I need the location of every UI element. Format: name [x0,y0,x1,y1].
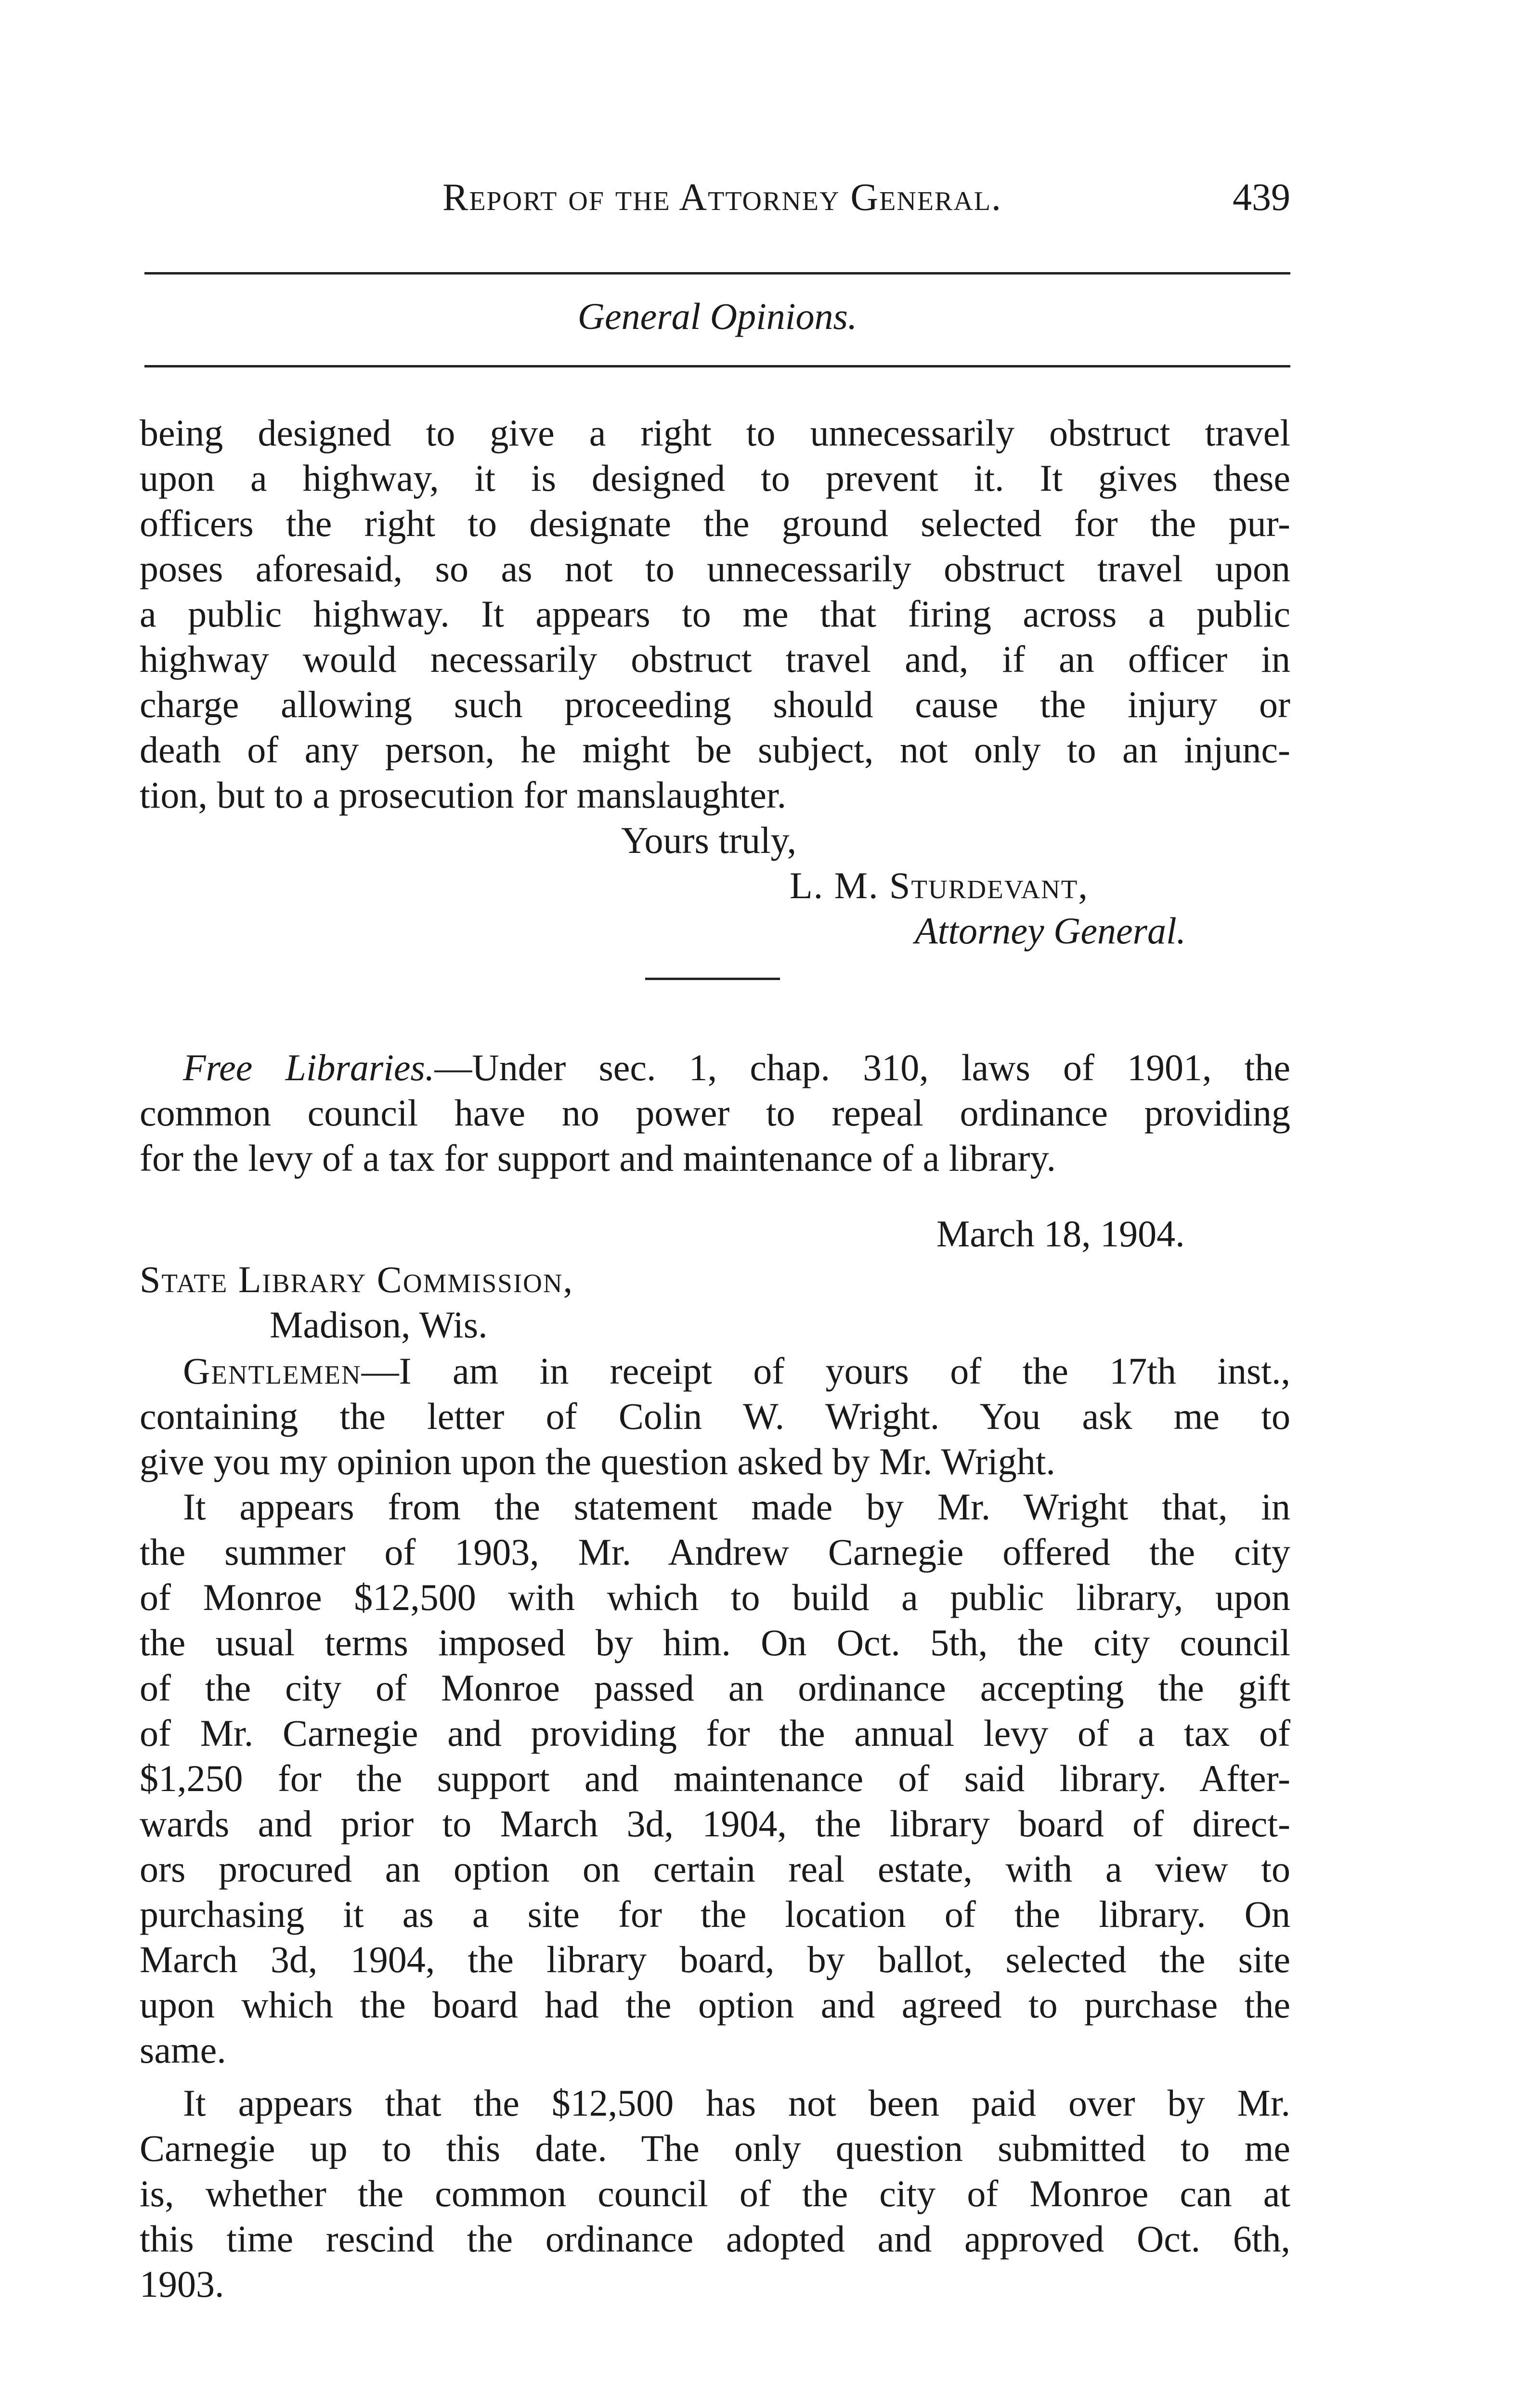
text-line: ors procured an option on certain real estate, with a view to [140,1848,1290,1890]
text-line: It appears that the $12,500 has not been paid over by Mr. [183,2082,1290,2124]
headnote-line: common council have no power to repeal ordinance providing [140,1092,1290,1134]
closing-salutation: Yours truly, [621,819,797,861]
letter-paragraph-3 [140,2081,1290,2307]
running-header [144,176,1290,234]
letter-paragraph-1 [140,1348,1290,1484]
text-line: charge allowing such proceeding should cause the injury or [140,683,1290,725]
running-title: Report of the Attorney General. [442,176,1002,219]
headnote-text: —Under sec. 1, chap. 310, laws of 1901, the [434,1047,1290,1088]
addressee-line: State Library Commission, [140,1258,574,1300]
text-line: same. [140,2029,226,2071]
opinion-separator [645,978,780,980]
text-line: a public highway. It appears to me that firing across a public [140,593,1290,635]
text-line: poses aforesaid, so as not to unnecessarily obstruct travel upon [140,548,1290,589]
text-line: give you my opinion upon the question asked by Mr. Wright. [140,1440,1055,1482]
text-line: upon which the board had the option and agreed to purchase the [140,1984,1290,2026]
text-line: this time rescind the ordinance adopted and approved Oct. 6th, [140,2218,1290,2260]
text-line: officers the right to designate the ground selected for the pur- [140,502,1290,544]
text-line [140,1348,1290,1394]
text-line: tion, but to a prosecution for manslaughter. [140,774,787,816]
text-line: the usual terms imposed by him. On Oct. 5th, the city council [140,1622,1290,1663]
text-line: death of any person, he might be subject, not only to an injunc- [140,729,1290,771]
headnote-line [140,1045,1290,1090]
text-line: is, whether the common council of the city of Monroe can at [140,2172,1290,2214]
header-rule-top [144,272,1290,275]
letter-date: March 18, 1904. [936,1213,1185,1255]
continued-opinion-paragraph [140,410,1290,818]
text-line: March 3d, 1904, the library board, by ballot, selected the site [140,1938,1290,1980]
salutation: Gentlemen [183,1350,362,1392]
text-line: being designed to give a right to unnecessarily obstruct travel [140,412,1290,454]
headnote-line: for the levy of a tax for support and maintenance of a library. [140,1137,1056,1179]
text-segment: —I am in receipt of yours of the 17th inst., [361,1350,1290,1392]
text-line: the summer of 1903, Mr. Andrew Carnegie offered the city [140,1531,1290,1573]
header-rule-bottom [144,365,1290,367]
signature-title: Attorney General. [915,910,1186,952]
text-line: Carnegie up to this date. The only question submitted to me [140,2127,1290,2169]
text-line: $1,250 for the support and maintenance of said library. After- [140,1757,1290,1799]
signature-name: L. M. Sturdevant, [790,864,1089,906]
headnote-title: Free Libraries. [183,1047,435,1088]
text-line: upon a highway, it is designed to prevent it. It gives these [140,457,1290,499]
section-heading: General Opinions. [577,295,857,337]
text-line: of the city of Monroe passed an ordinance accepting the gift [140,1667,1290,1709]
addressee-address: Madison, Wis. [270,1304,488,1346]
text-line: It appears from the statement made by Mr. Wright that, in [183,1486,1290,1528]
text-line: wards and prior to March 3d, 1904, the library board of direct- [140,1803,1290,1845]
page-number: 439 [1233,176,1290,219]
headnote [140,1045,1290,1181]
text-line: of Monroe $12,500 with which to build a public library, upon [140,1576,1290,1618]
letter-paragraph-2 [140,1484,1290,2073]
text-line: of Mr. Carnegie and providing for the annual levy of a tax of [140,1712,1290,1754]
text-line: 1903. [140,2263,224,2305]
text-line: containing the letter of Colin W. Wright. You ask me to [140,1395,1290,1437]
text-line: purchasing it as a site for the location of the library. On [140,1893,1290,1935]
text-line: highway would necessarily obstruct travel and, if an officer in [140,638,1290,680]
